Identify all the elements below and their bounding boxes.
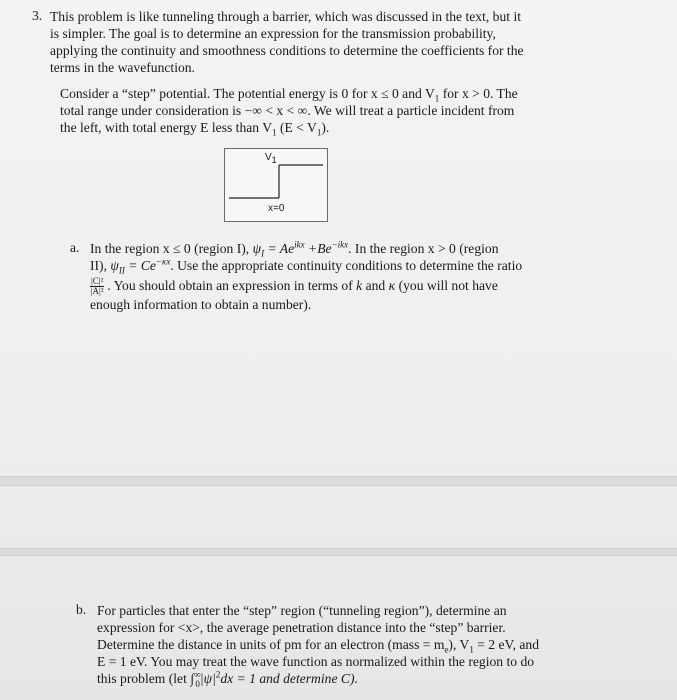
psi-region-1: ψ <box>252 241 262 256</box>
part-a-label: a. <box>70 240 80 255</box>
setup-text-4: (E < V <box>276 120 317 135</box>
ratio-fraction: $\frac{\text{|C|²}}{\text{|A|²}}$ <box>90 276 104 297</box>
setup-sub-2: 1 <box>272 127 277 138</box>
section-gap-2 <box>0 548 677 556</box>
intro-line-4: terms in the wavefunction. <box>50 60 195 75</box>
setup-line-1 <box>60 85 518 102</box>
part-b-line-5: this problem (let $\int^\infty_0|\psi|^2dx = 1$ and determine C). <box>97 669 358 689</box>
setup-line-3 <box>60 119 518 136</box>
part-b-line-3: Determine the distance in units of pm for an electron (mass = $m_e$), $V_1 = 2$ eV, and <box>97 637 540 655</box>
part-b-label: b. <box>76 602 87 617</box>
setup-text-5: ). <box>321 120 330 135</box>
setup-sub-3: 1 <box>316 127 322 138</box>
problem-intro <box>50 8 524 76</box>
setup-text-1: Consider a “step” potential. The potential energy is 0 for x ≤ 0 and V <box>60 86 435 101</box>
problem-number: 3. <box>32 8 43 23</box>
setup-sub-1: 1 <box>434 93 440 104</box>
intro-line-1: This problem is like tunneling through a barrier, which was discussed in the text, but it <box>50 9 521 24</box>
figure-x0-label: x=0 <box>268 203 285 214</box>
part-a-line-1: In the region x ≤ 0 (region I), $\psi_I = Ae^{ikx} +Be^{-ikx}$. In the region x > 0 (region <box>90 239 499 259</box>
setup-text-2: for x > 0. The <box>439 86 518 101</box>
part-a-line-2: II), $\psi_{II} = Ce^{-\kappa x}$. Use the appropriate continuity conditions to determine the ratio <box>90 256 523 276</box>
figure-v1-label: $V_1$ <box>265 152 277 165</box>
psi-region-2: ψ <box>110 258 119 273</box>
part-b-line-4: E = 1 eV. You may treat the wave function as normalized within the region to do <box>97 654 535 669</box>
part-a-line-3: $\frac{\text{|C|²}}{\text{|A|²}}$ . You should obtain an expression in terms of k and κ (you will not have <box>90 276 498 297</box>
section-gap-1 <box>0 476 677 486</box>
part-b-line-1: For particles that enter the “step” region (“tunneling region”), determine an <box>97 603 507 618</box>
setup-line-2: total range under consideration is −∞ < x < ∞. We will treat a particle incident from <box>60 103 515 118</box>
problem-setup <box>60 85 518 136</box>
part-b-line-2: expression for <x>, the average penetration distance into the “step” barrier. <box>97 620 506 635</box>
intro-line-2: is simpler. The goal is to determine an expression for the transmission probability, <box>50 26 496 41</box>
part-a-line-4: enough information to obtain a number). <box>90 297 312 313</box>
part-a-text <box>90 240 522 313</box>
integral-sign: ∫ <box>190 671 194 686</box>
intro-line-3: applying the continuity and smoothness conditions to determine the coefficients for the <box>50 43 524 58</box>
part-b-text <box>97 602 539 687</box>
setup-text-3: the left, with total energy E less than V <box>60 120 273 135</box>
step-potential-figure <box>224 148 328 222</box>
